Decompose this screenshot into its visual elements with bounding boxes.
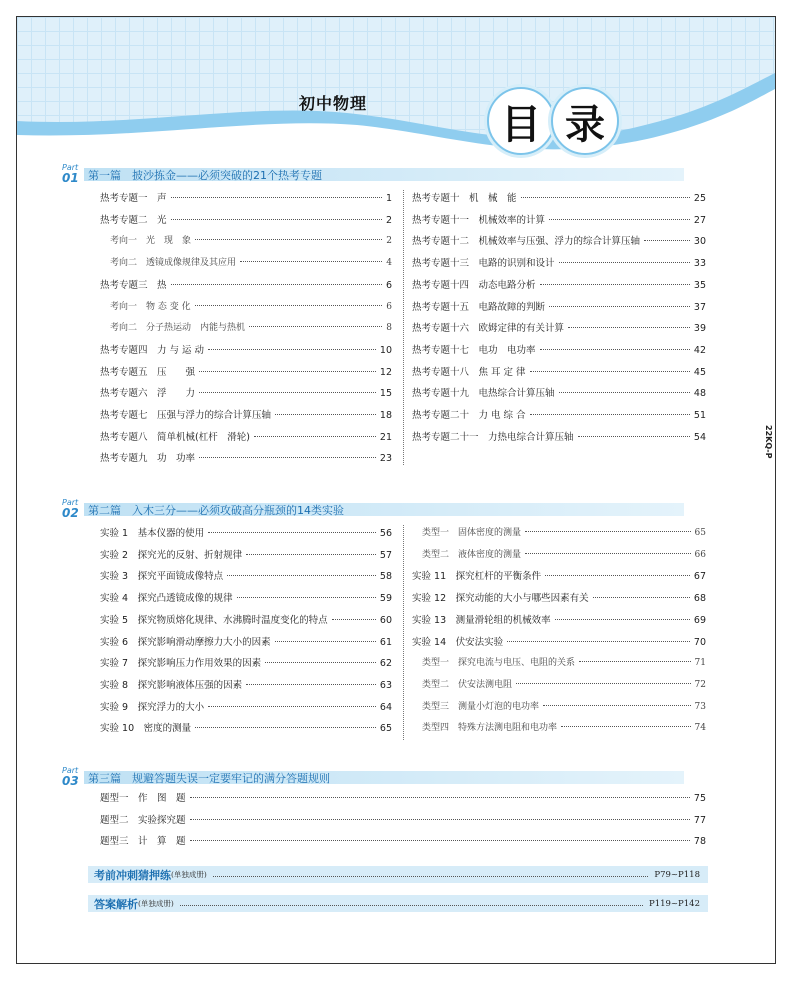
toc-entry-page: 60 [379, 614, 392, 626]
toc-entry-page: 70 [693, 636, 706, 648]
extra-note: (单独成册) [138, 899, 174, 908]
header-wave-decoration [17, 17, 775, 177]
toc-entry-label: 热考专题八 简单机械(杠杆 滑轮) [100, 431, 250, 443]
toc-entry [422, 525, 706, 539]
toc-entry-label: 实验 3 探究平面镜成像特点 [100, 571, 224, 583]
title-char-1: 目 [487, 87, 555, 155]
toc-entry-label: 热考专题四 力 与 运 动 [100, 344, 205, 356]
toc-entry-page: 45 [693, 366, 706, 378]
toc-entry [412, 590, 706, 604]
toc-entry-page: 68 [693, 593, 706, 605]
extra-pages: P119~P142 [648, 898, 700, 909]
toc-entry-page: 27 [693, 214, 706, 226]
part-number: 01 [62, 171, 79, 185]
toc-entry [100, 547, 392, 561]
toc-entry-label: 热考专题二十 力 电 综 合 [412, 410, 526, 421]
toc-entry-label: 热考专题十七 电功 电功率 [412, 344, 536, 356]
toc-entry [412, 190, 706, 204]
leader-dots [240, 261, 382, 262]
toc-entry-label: 实验 6 探究影响滑动摩擦力大小的因素 [100, 636, 271, 648]
toc-entry [100, 277, 392, 291]
part-number: 03 [62, 774, 79, 788]
leader-dots [213, 876, 649, 877]
toc-entry-page: 6 [385, 279, 392, 291]
leader-dots [180, 905, 643, 906]
leader-dots [275, 641, 376, 642]
toc-entry [100, 525, 392, 539]
leader-dots [507, 641, 690, 642]
toc-entry-label: 类型一 固体密度的测量 [422, 528, 522, 538]
part-1-tag [62, 164, 79, 184]
toc-entry-page: 63 [379, 679, 392, 691]
toc-entry-label: 实验 7 探究影响压力作用效果的因素 [100, 658, 262, 670]
toc-entry [412, 364, 706, 378]
toc-entry-page: 2 [386, 236, 392, 247]
toc-entry-label: 热考专题十三 电路的识别和设计 [412, 258, 555, 270]
toc-entry-page: 1 [385, 193, 392, 204]
toc-entry-page: 15 [379, 388, 392, 400]
toc-entry-page: 2 [385, 214, 392, 226]
toc-entry-label: 实验 9 探究浮力的大小 [100, 701, 205, 713]
toc-entry-label: 热考专题十五 电路故障的判断 [412, 301, 546, 313]
toc-entry-label: 类型一 探究电流与电压、电阻的关系 [422, 658, 576, 669]
toc-entry-page: 25 [693, 193, 706, 204]
toc-entry [100, 364, 392, 378]
toc-entry [422, 699, 706, 713]
leader-dots [593, 597, 690, 598]
toc-entry-label: 热考专题十二 机械效率与压强、浮力的综合计算压轴 [412, 236, 641, 248]
toc-entry [110, 299, 392, 313]
leader-dots [644, 240, 690, 241]
toc-entry-page: 72 [694, 679, 706, 690]
leader-dots [525, 553, 691, 554]
toc-entry [422, 720, 706, 734]
toc-entry [422, 677, 706, 691]
leader-dots [543, 705, 691, 706]
toc-entry [100, 407, 392, 421]
toc-entry-label: 类型二 液体密度的测量 [422, 549, 522, 560]
leader-dots [549, 219, 690, 220]
toc-entry-page: 61 [379, 636, 392, 648]
toc-entry-label: 实验 10 密度的测量 [100, 723, 192, 735]
toc-entry-label: 题型三 计 算 题 [100, 836, 186, 847]
toc-entry-label: 题型一 作 图 题 [100, 793, 186, 804]
toc-entry-label: 实验 12 探究动能的大小与哪些因素有关 [412, 593, 589, 605]
toc-entry-page: 66 [694, 549, 706, 560]
toc-entry-page: 65 [379, 723, 392, 735]
toc-entry-label: 考向二 透镜成像规律及其应用 [110, 258, 237, 269]
toc-entry-page: 48 [693, 388, 706, 400]
toc-entry-page: 30 [693, 236, 706, 248]
leader-dots [265, 662, 376, 663]
leader-dots [237, 597, 376, 598]
extra-bar-practice [88, 866, 708, 883]
part-word: Part [62, 498, 79, 507]
leader-dots [246, 554, 376, 555]
leader-dots [561, 726, 691, 727]
toc-entry-page: 65 [694, 528, 706, 538]
toc-entry-page: 62 [379, 658, 392, 670]
leader-dots [249, 326, 382, 327]
toc-entry-page: 39 [693, 323, 706, 335]
toc-entry-label: 热考专题三 热 [100, 279, 167, 291]
toc-entry-label: 题型二 实验探究题 [100, 814, 186, 826]
leader-dots [190, 797, 690, 798]
leader-dots [332, 619, 376, 620]
leader-dots [530, 414, 690, 415]
leader-dots [568, 327, 690, 328]
toc-entry-page: 74 [694, 723, 706, 734]
leader-dots [525, 531, 691, 532]
toc-entry [110, 320, 392, 334]
toc-entry-label: 热考专题二十一 力热电综合计算压轴 [412, 431, 574, 443]
leader-dots [199, 392, 376, 393]
toc-entry [412, 568, 706, 582]
leader-dots [559, 262, 690, 263]
toc-entry [100, 190, 392, 204]
toc-entry [412, 342, 706, 356]
toc-entry [100, 720, 392, 734]
leader-dots [545, 575, 690, 576]
toc-entry-page: 4 [386, 258, 392, 269]
toc-entry-page: 21 [379, 431, 392, 443]
toc-entry-page: 33 [693, 258, 706, 270]
toc-entry-label: 热考专题九 功 功率 [100, 453, 196, 465]
extra-note: (单独成册) [171, 870, 207, 879]
toc-entry [412, 612, 706, 626]
leader-dots [199, 371, 376, 372]
toc-entry-label: 热考专题二 光 [100, 214, 167, 226]
leader-dots [579, 661, 691, 662]
toc-entry [412, 212, 706, 226]
toc-entry-page: 58 [379, 571, 392, 583]
toc-entry [100, 590, 392, 604]
leader-dots [540, 284, 690, 285]
toc-entry [100, 429, 392, 443]
toc-entry [100, 568, 392, 582]
toc-entry-page: 18 [379, 410, 392, 421]
leader-dots [555, 619, 690, 620]
toc-entry [412, 320, 706, 334]
toc-entry-page: 77 [693, 814, 706, 826]
toc-entry-label: 考向二 分子热运动 内能与热机 [110, 323, 246, 334]
extra-title: 答案解析 [94, 897, 138, 911]
toc-entry-page: 23 [379, 453, 392, 465]
toc-entry-label: 热考专题十六 欧姆定律的有关计算 [412, 323, 565, 335]
extra-pages: P79~P118 [654, 869, 700, 880]
leader-dots [516, 683, 691, 684]
leader-dots [549, 306, 690, 307]
toc-entry [110, 233, 392, 247]
leader-dots [227, 575, 376, 576]
toc-entry-page: 42 [693, 344, 706, 356]
leader-dots [530, 371, 690, 372]
toc-entry-label: 考向一 光 现 象 [110, 236, 192, 247]
part-word: Part [62, 766, 79, 775]
toc-entry-page: 75 [693, 793, 706, 804]
leader-dots [540, 349, 690, 350]
leader-dots [578, 436, 690, 437]
toc-entry-page: 6 [386, 301, 392, 312]
toc-entry-page: 10 [379, 344, 392, 356]
toc-entry [100, 385, 392, 399]
toc-entry-label: 考向一 物 态 变 化 [110, 301, 191, 312]
leader-dots [559, 392, 690, 393]
leader-dots [521, 197, 690, 198]
leader-dots [199, 457, 376, 458]
extra-bar-answers [88, 895, 708, 912]
part-3-tag [62, 767, 79, 787]
toc-entry-label: 热考专题一 声 [100, 193, 167, 204]
toc-entry-label: 热考专题七 压强与浮力的综合计算压轴 [100, 410, 272, 421]
toc-entry-page: 51 [693, 410, 706, 421]
toc-entry [100, 342, 392, 356]
toc-entry-page: 64 [379, 701, 392, 713]
toc-entry [100, 812, 706, 826]
part-2-title: 第二篇 入木三分——必须攻破高分瓶颈的14类实验 [88, 504, 344, 517]
toc-entry-page: 69 [693, 614, 706, 626]
toc-entry-label: 热考专题十九 电热综合计算压轴 [412, 388, 555, 400]
side-code: 22KQ-P [764, 425, 773, 459]
toc-entry-page: 59 [379, 593, 392, 605]
toc-entry [100, 212, 392, 226]
toc-entry [412, 429, 706, 443]
leader-dots [208, 532, 376, 533]
toc-entry-label: 热考专题十 机 械 能 [412, 193, 517, 204]
part-number: 02 [62, 506, 79, 520]
toc-entry-label: 实验 1 基本仪器的使用 [100, 528, 205, 539]
toc-entry [412, 255, 706, 269]
toc-entry-label: 实验 8 探究影响液体压强的因素 [100, 679, 243, 691]
part-1-divider [403, 190, 404, 465]
toc-entry [422, 655, 706, 669]
toc-entry-page: 12 [379, 366, 392, 378]
toc-entry-page: 73 [694, 701, 706, 712]
toc-entry-label: 实验 14 伏安法实验 [412, 636, 504, 648]
part-word: Part [62, 163, 79, 172]
toc-entry-page: 37 [693, 301, 706, 313]
toc-entry-label: 实验 4 探究凸透镜成像的规律 [100, 593, 233, 605]
part-1-title: 第一篇 披沙拣金——必须突破的21个热考专题 [88, 169, 322, 182]
toc-entry-label: 热考专题十一 机械效率的计算 [412, 214, 546, 226]
part-3-title: 第三篇 规避答题失误一定要牢记的满分答题规则 [88, 772, 330, 785]
toc-entry-page: 54 [693, 431, 706, 443]
leader-dots [246, 684, 376, 685]
leader-dots [195, 239, 382, 240]
toc-entry [100, 450, 392, 464]
toc-entry [100, 634, 392, 648]
leader-dots [171, 219, 382, 220]
toc-entry-page: 78 [693, 836, 706, 847]
toc-entry [100, 833, 706, 847]
toc-entry-label: 实验 13 测量滑轮组的机械效率 [412, 614, 551, 626]
toc-entry [100, 699, 392, 713]
toc-entry [412, 634, 706, 648]
toc-entry-page: 67 [693, 571, 706, 583]
toc-entry [412, 407, 706, 421]
part-2-tag [62, 499, 79, 519]
toc-entry [422, 547, 706, 561]
toc-entry-label: 类型二 伏安法测电阻 [422, 679, 513, 690]
toc-entry-page: 57 [379, 549, 392, 561]
leader-dots [190, 840, 690, 841]
leader-dots [195, 727, 376, 728]
part-2-divider [403, 525, 404, 740]
leader-dots [171, 197, 382, 198]
toc-entry-label: 热考专题五 压 强 [100, 366, 196, 378]
toc-entry [100, 612, 392, 626]
toc-entry-label: 实验 2 探究光的反射、折射规律 [100, 549, 243, 561]
toc-entry [412, 233, 706, 247]
toc-entry-page: 56 [379, 528, 392, 539]
leader-dots [171, 284, 382, 285]
toc-entry-page: 71 [694, 658, 706, 669]
toc-entry-label: 类型三 测量小灯泡的电功率 [422, 701, 540, 712]
leader-dots [190, 819, 690, 820]
toc-entry-page: 8 [386, 323, 392, 334]
title-char-2: 录 [551, 87, 619, 155]
toc-entry [100, 790, 706, 804]
toc-entry-label: 热考专题六 浮 力 [100, 388, 196, 400]
extra-title: 考前冲刺猜押练 [94, 868, 171, 882]
leader-dots [254, 436, 376, 437]
leader-dots [275, 414, 376, 415]
leader-dots [208, 706, 376, 707]
toc-entry [412, 277, 706, 291]
subject-title: 初中物理 [299, 94, 368, 113]
toc-entry-page: 35 [693, 279, 706, 291]
toc-entry-label: 热考专题十四 动态电路分析 [412, 279, 536, 291]
leader-dots [208, 349, 376, 350]
toc-entry [412, 299, 706, 313]
toc-entry-label: 类型四 特殊方法测电阻和电功率 [422, 723, 558, 734]
toc-entry-label: 实验 5 探究物质熔化规律、水沸腾时温度变化的特点 [100, 614, 328, 626]
toc-entry [110, 255, 392, 269]
toc-entry-label: 热考专题十八 焦 耳 定 律 [412, 366, 526, 378]
toc-entry [100, 677, 392, 691]
toc-entry [412, 385, 706, 399]
toc-entry-label: 实验 11 探究杠杆的平衡条件 [412, 571, 542, 583]
toc-entry [100, 655, 392, 669]
leader-dots [195, 305, 383, 306]
